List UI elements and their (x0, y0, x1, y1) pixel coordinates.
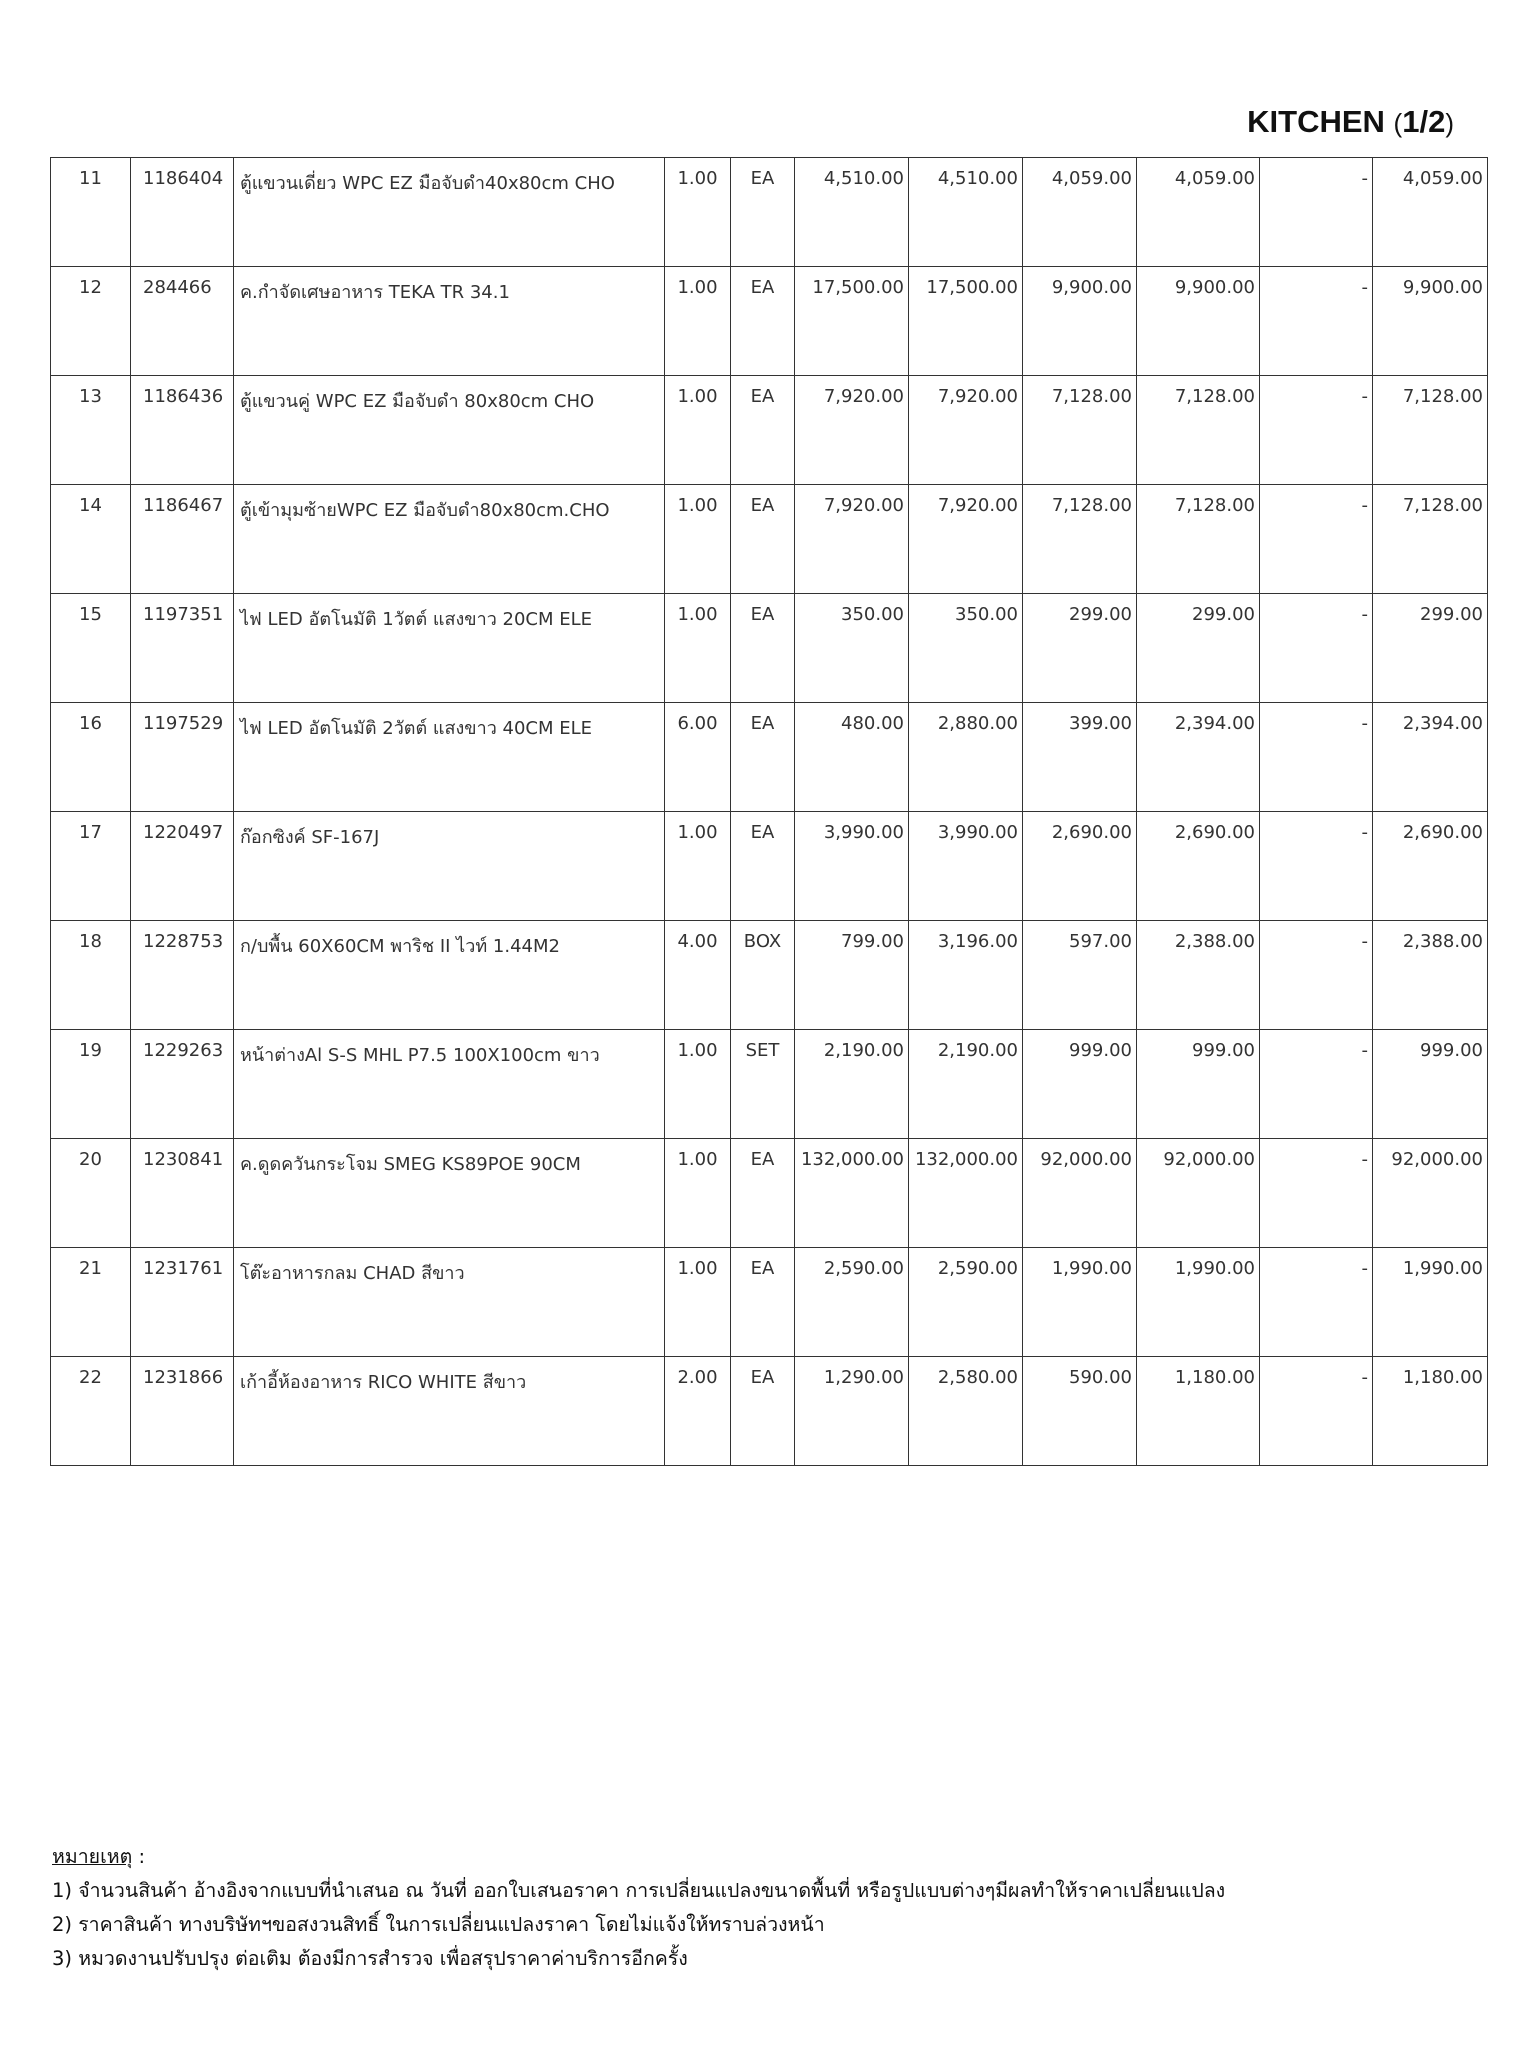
unit-cell: EA (731, 376, 795, 485)
unit-cell: EA (731, 485, 795, 594)
sale-amount-cell: 2,690.00 (1137, 812, 1260, 921)
unit-price-cell: 3,990.00 (795, 812, 909, 921)
unit-cell: EA (731, 1248, 795, 1357)
unit-price-cell: 7,920.00 (795, 376, 909, 485)
amount-cell: 350.00 (909, 594, 1023, 703)
item-code-cell: 1231761 (131, 1248, 234, 1357)
item-code-cell: 1186467 (131, 485, 234, 594)
amount-cell: 7,920.00 (909, 376, 1023, 485)
sale-amount-cell: 4,059.00 (1137, 158, 1260, 267)
item-code-cell: 284466 (131, 267, 234, 376)
note-item-2: 2) ราคาสินค้า ทางบริษัทฯขอสงวนสิทธิ์ ในการเปลี่ยนแปลงราคา โดยไม่แจ้งให้ทราบล่วงหน้า (52, 1913, 825, 1936)
sale-amount-cell: 1,990.00 (1137, 1248, 1260, 1357)
discount-cell: - (1260, 1139, 1373, 1248)
discount-cell: - (1260, 812, 1373, 921)
item-description-cell: เก้าอี้ห้องอาหาร RICO WHITE สีขาว (234, 1357, 665, 1466)
total-cell: 999.00 (1373, 1030, 1488, 1139)
page-title-open-paren: ( (1393, 108, 1403, 138)
quantity-cell: 1.00 (665, 1248, 731, 1357)
table-row (51, 921, 1488, 1030)
amount-cell: 2,580.00 (909, 1357, 1023, 1466)
sale-amount-cell: 9,900.00 (1137, 267, 1260, 376)
quantity-cell: 1.00 (665, 376, 731, 485)
sale-amount-cell: 7,128.00 (1137, 485, 1260, 594)
item-number-cell: 14 (51, 485, 131, 594)
unit-price-cell: 799.00 (795, 921, 909, 1030)
page-title-text: KITCHEN (1247, 104, 1385, 139)
unit-price-cell: 17,500.00 (795, 267, 909, 376)
sale-price-cell: 597.00 (1023, 921, 1137, 1030)
item-number-cell: 11 (51, 158, 131, 267)
discount-cell: - (1260, 267, 1373, 376)
total-cell: 7,128.00 (1373, 376, 1488, 485)
sale-price-cell: 7,128.00 (1023, 376, 1137, 485)
item-description-cell: ไฟ LED อัตโนมัติ 1วัตต์ แสงขาว 20CM ELE (234, 594, 665, 703)
item-description-cell: ค.กำจัดเศษอาหาร TEKA TR 34.1 (234, 267, 665, 376)
unit-cell: SET (731, 1030, 795, 1139)
table-row (51, 703, 1488, 812)
unit-price-cell: 1,290.00 (795, 1357, 909, 1466)
unit-price-cell: 2,190.00 (795, 1030, 909, 1139)
discount-cell: - (1260, 921, 1373, 1030)
notes-title-colon: : (132, 1845, 146, 1868)
amount-cell: 4,510.00 (909, 158, 1023, 267)
item-description-cell: ตู้แขวนคู่ WPC EZ มือจับดำ 80x80cm CHO (234, 376, 665, 485)
table-row (51, 485, 1488, 594)
quantity-cell: 1.00 (665, 1139, 731, 1248)
table-row (51, 1248, 1488, 1357)
table-row (51, 1030, 1488, 1139)
amount-cell: 2,190.00 (909, 1030, 1023, 1139)
amount-cell: 2,880.00 (909, 703, 1023, 812)
unit-price-cell: 4,510.00 (795, 158, 909, 267)
unit-price-cell: 480.00 (795, 703, 909, 812)
item-code-cell: 1197529 (131, 703, 234, 812)
total-cell: 2,388.00 (1373, 921, 1488, 1030)
amount-cell: 3,990.00 (909, 812, 1023, 921)
item-number-cell: 21 (51, 1248, 131, 1357)
notes-title (52, 1840, 1225, 1874)
sale-amount-cell: 1,180.00 (1137, 1357, 1260, 1466)
discount-cell: - (1260, 703, 1373, 812)
page-title (1247, 104, 1454, 140)
total-cell: 1,180.00 (1373, 1357, 1488, 1466)
items-table (50, 157, 1488, 1466)
total-cell: 7,128.00 (1373, 485, 1488, 594)
table-row (51, 1357, 1488, 1466)
page-number: 1/2 (1402, 104, 1446, 139)
sale-price-cell: 92,000.00 (1023, 1139, 1137, 1248)
item-description-cell: หน้าต่างAl S-S MHL P7.5 100X100cm ขาว (234, 1030, 665, 1139)
total-cell: 299.00 (1373, 594, 1488, 703)
quantity-cell: 1.00 (665, 812, 731, 921)
quantity-cell: 6.00 (665, 703, 731, 812)
item-number-cell: 19 (51, 1030, 131, 1139)
table-row (51, 158, 1488, 267)
sale-price-cell: 4,059.00 (1023, 158, 1137, 267)
unit-cell: EA (731, 1357, 795, 1466)
discount-cell: - (1260, 376, 1373, 485)
table-row (51, 594, 1488, 703)
sale-amount-cell: 2,394.00 (1137, 703, 1260, 812)
total-cell: 2,690.00 (1373, 812, 1488, 921)
table-row (51, 376, 1488, 485)
sale-price-cell: 9,900.00 (1023, 267, 1137, 376)
item-code-cell: 1228753 (131, 921, 234, 1030)
total-cell: 9,900.00 (1373, 267, 1488, 376)
total-cell: 4,059.00 (1373, 158, 1488, 267)
quantity-cell: 2.00 (665, 1357, 731, 1466)
total-cell: 2,394.00 (1373, 703, 1488, 812)
unit-price-cell: 132,000.00 (795, 1139, 909, 1248)
table-row (51, 1139, 1488, 1248)
unit-price-cell: 7,920.00 (795, 485, 909, 594)
item-code-cell: 1230841 (131, 1139, 234, 1248)
unit-cell: EA (731, 1139, 795, 1248)
unit-cell: EA (731, 158, 795, 267)
page-title-close-paren: ) (1445, 108, 1454, 138)
item-number-cell: 18 (51, 921, 131, 1030)
amount-cell: 132,000.00 (909, 1139, 1023, 1248)
quantity-cell: 1.00 (665, 1030, 731, 1139)
sale-amount-cell: 999.00 (1137, 1030, 1260, 1139)
item-description-cell: ก๊อกซิงค์ SF-167J (234, 812, 665, 921)
discount-cell: - (1260, 1030, 1373, 1139)
sale-price-cell: 1,990.00 (1023, 1248, 1137, 1357)
notes-title-text: หมายเหตุ (52, 1845, 133, 1868)
amount-cell: 7,920.00 (909, 485, 1023, 594)
unit-cell: EA (731, 812, 795, 921)
total-cell: 92,000.00 (1373, 1139, 1488, 1248)
quantity-cell: 1.00 (665, 485, 731, 594)
discount-cell: - (1260, 1357, 1373, 1466)
amount-cell: 3,196.00 (909, 921, 1023, 1030)
note-item-1: 1) จำนวนสินค้า อ้างอิงจากแบบที่นำเสนอ ณ วันที่ ออกใบเสนอราคา การเปลี่ยนแปลงขนาดพื้นที่ หรือรูปแบบต่างๆมีผลทำให้ราคาเปลี่ยนแปลง (52, 1879, 1226, 1902)
note-item-3: 3) หมวดงานปรับปรุง ต่อเติม ต้องมีการสำรวจ เพื่อสรุปราคาค่าบริการอีกครั้ง (52, 1947, 688, 1970)
sale-amount-cell: 2,388.00 (1137, 921, 1260, 1030)
discount-cell: - (1260, 485, 1373, 594)
unit-cell: BOX (731, 921, 795, 1030)
sale-amount-cell: 7,128.00 (1137, 376, 1260, 485)
item-code-cell: 1197351 (131, 594, 234, 703)
item-code-cell: 1186404 (131, 158, 234, 267)
unit-cell: EA (731, 594, 795, 703)
item-description-cell: ตู้เข้ามุมซ้ายWPC EZ มือจับดำ80x80cm.CHO (234, 485, 665, 594)
discount-cell: - (1260, 594, 1373, 703)
unit-price-cell: 2,590.00 (795, 1248, 909, 1357)
item-code-cell: 1231866 (131, 1357, 234, 1466)
item-number-cell: 13 (51, 376, 131, 485)
total-cell: 1,990.00 (1373, 1248, 1488, 1357)
sale-price-cell: 2,690.00 (1023, 812, 1137, 921)
quantity-cell: 1.00 (665, 594, 731, 703)
item-description-cell: ก/บพื้น 60X60CM พาริช II ไวท์ 1.44M2 (234, 921, 665, 1030)
quantity-cell: 1.00 (665, 267, 731, 376)
table-row (51, 267, 1488, 376)
item-number-cell: 12 (51, 267, 131, 376)
notes-section (52, 1840, 1225, 1976)
item-number-cell: 15 (51, 594, 131, 703)
amount-cell: 17,500.00 (909, 267, 1023, 376)
unit-price-cell: 350.00 (795, 594, 909, 703)
item-code-cell: 1220497 (131, 812, 234, 921)
item-description-cell: ค.ดูดควันกระโจม SMEG KS89POE 90CM (234, 1139, 665, 1248)
discount-cell: - (1260, 158, 1373, 267)
quantity-cell: 1.00 (665, 158, 731, 267)
unit-cell: EA (731, 267, 795, 376)
sale-price-cell: 999.00 (1023, 1030, 1137, 1139)
sale-amount-cell: 299.00 (1137, 594, 1260, 703)
items-table-body (51, 158, 1488, 1466)
item-number-cell: 17 (51, 812, 131, 921)
item-number-cell: 22 (51, 1357, 131, 1466)
item-code-cell: 1229263 (131, 1030, 234, 1139)
item-number-cell: 20 (51, 1139, 131, 1248)
unit-cell: EA (731, 703, 795, 812)
sale-price-cell: 299.00 (1023, 594, 1137, 703)
item-number-cell: 16 (51, 703, 131, 812)
amount-cell: 2,590.00 (909, 1248, 1023, 1357)
item-description-cell: ไฟ LED อัตโนมัติ 2วัตต์ แสงขาว 40CM ELE (234, 703, 665, 812)
item-code-cell: 1186436 (131, 376, 234, 485)
discount-cell: - (1260, 1248, 1373, 1357)
sale-amount-cell: 92,000.00 (1137, 1139, 1260, 1248)
item-description-cell: โต๊ะอาหารกลม CHAD สีขาว (234, 1248, 665, 1357)
sale-price-cell: 590.00 (1023, 1357, 1137, 1466)
sale-price-cell: 399.00 (1023, 703, 1137, 812)
quantity-cell: 4.00 (665, 921, 731, 1030)
item-description-cell: ตู้แขวนเดี่ยว WPC EZ มือจับดำ40x80cm CHO (234, 158, 665, 267)
table-row (51, 812, 1488, 921)
sale-price-cell: 7,128.00 (1023, 485, 1137, 594)
